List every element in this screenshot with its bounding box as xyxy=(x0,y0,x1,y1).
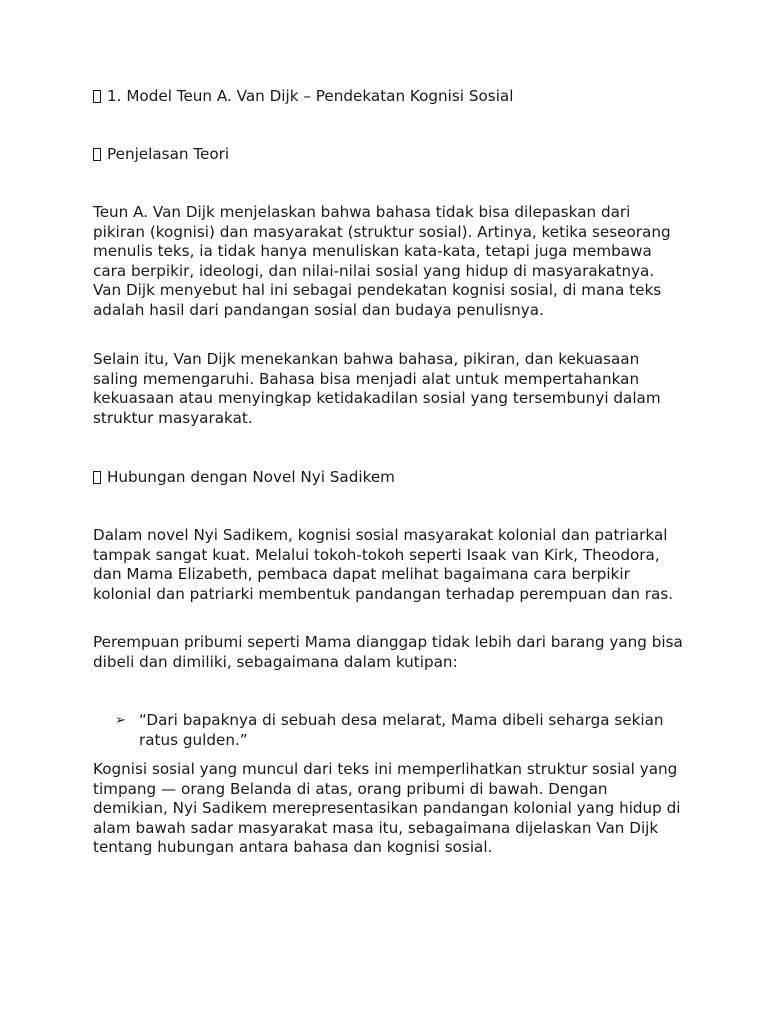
paragraph-conclusion: Kognisi sosial yang muncul dari teks ini memperlihatkan struktur sosial yang timpang — orang Belanda di atas, orang pribumi di bawah. Dengan demikian, Nyi Sadikem merepresentasikan pandangan kolonial yang hidup di alam bawah sadar masyarakat masa itu, sebagaimana dijelaskan Van Dijk tentang hubungan antara bahasa dan kognisi sosial. xyxy=(93,760,681,857)
missing-glyph-icon xyxy=(93,90,101,103)
paragraph-novel-2: Perempuan pribumi seperti Mama dianggap tidak lebih dari barang yang bisa dibeli dan dimiliki, sebagaimana dalam kutipan: xyxy=(93,633,683,671)
paragraph-novel-1: Dalam novel Nyi Sadikem, kognisi sosial masyarakat kolonial dan patriarkal tampak sangat kuat. Melalui tokoh-tokoh seperti Isaak van Kirk, Theodora, dan Mama Elizabeth, pembaca dapat melihat bagaimana cara berpikir kolonial dan patriarki membentuk pandangan terhadap perempuan dan ras. xyxy=(93,526,674,603)
paragraph-theory-1: Teun A. Van Dijk menjelaskan bahwa bahasa tidak bisa dilepaskan dari pikiran (kognisi) dan masyarakat (struktur sosial). Artinya, ketika seseorang menulis teks, ia tidak hanya menuliskan kata-kata, tetapi juga membawa cara berpikir, ideologi, dan nilai-nilai sosial yang hidup di masyarakatnya. Van Dijk menyebut hal ini sebagai pendekatan kognisi sosial, di mana teks adalah hasil dari pandangan sosial dan budaya penulisnya. xyxy=(93,203,671,319)
missing-glyph-icon xyxy=(93,471,101,484)
arrow-bullet-icon: ➢ xyxy=(115,713,126,728)
subheading-novel-text: Hubungan dengan Novel Nyi Sadikem xyxy=(107,468,395,486)
missing-glyph-icon xyxy=(93,148,101,161)
quote-text: “Dari bapaknya di sebuah desa melarat, Mama dibeli seharga sekian ratus gulden.” xyxy=(139,711,664,749)
paragraph-theory-2: Selain itu, Van Dijk menekankan bahwa bahasa, pikiran, dan kekuasaan saling memengaruhi. Bahasa bisa menjadi alat untuk mempertahankan kekuasaan atau menyingkap ketidakadilan sosial yang tersembunyi dalam struktur masyarakat. xyxy=(93,350,661,427)
subheading-theory-text: Penjelasan Teori xyxy=(107,145,230,163)
subheading-theory xyxy=(93,144,229,164)
subheading-novel xyxy=(93,467,395,487)
section-heading-text: 1. Model Teun A. Van Dijk – Pendekatan Kognisi Sosial xyxy=(107,87,514,105)
section-heading xyxy=(93,86,513,106)
